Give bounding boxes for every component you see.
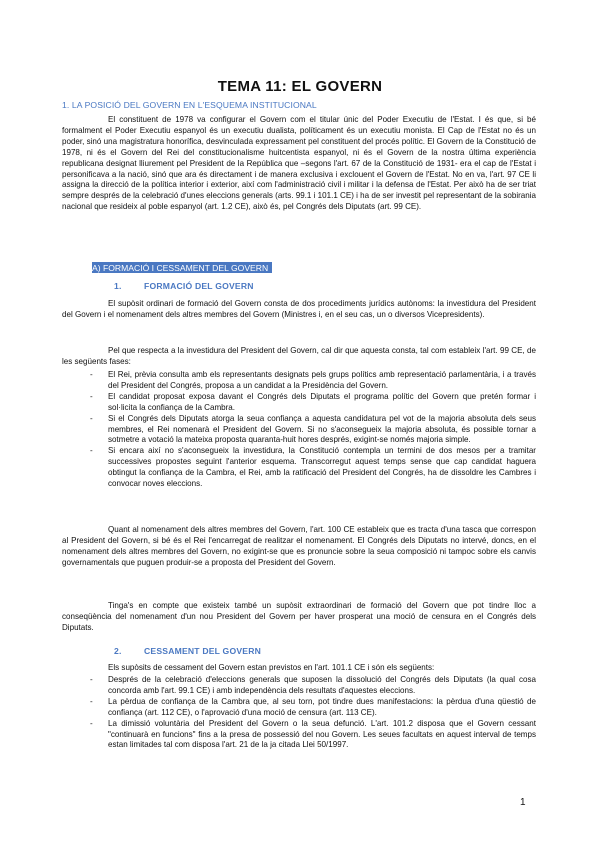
- part-2-heading: [114, 646, 261, 656]
- part-1-paragraph-4: Tinga's en compte que existeix també un supòsit extraordinari de formació del Govern que pot tindre lloc a conseqüència del nomenament d'un nou President del Govern per haver prosperat una moció de censura en el Congrés dels Diputats.: [62, 601, 536, 632]
- list-item: - Si el Congrés dels Diputats atorga la seua confiança a aquesta candidatura pel vot de la majoria absoluta dels seus membres, el Rei nomenarà el President del Govern. Si no s'aconsegueix la majoria absoluta, és possible tornar a sotmetre a votació la mateixa proposta quaranta-huit hores després, exigint-se només majoria simple.: [84, 414, 536, 447]
- section-1-heading: 1. LA POSICIÓ DEL GOVERN EN L'ESQUEMA INSTITUCIONAL: [62, 100, 317, 110]
- part-1-paragraph-3: Quant al nomenament dels altres membres del Govern, l'art. 100 CE estableix que es tracta d'una tasca que correspon al President del Govern, si bé és el Rei l'encarregat de realitzar el nomenament. El Congrés dels Diputats no intervé, doncs, en el nomenament dels altres membres del Govern, no exigint-se que es pronuncie sobre la seua composició ni tampoc sobre els canvis governamentals que puguen produir-se a proposta del President del Govern.: [62, 525, 536, 567]
- document-title: TEMA 11: EL GOVERN: [217, 78, 383, 95]
- list-item: - El Rei, prèvia consulta amb els representants designats pels grups polítics amb representació parlamentària, i a través del President del Congrés, proposa a un candidat a la Presidència del Govern.: [84, 370, 536, 392]
- subsection-a-heading-text: A) FORMACIÓ I CESSAMENT DEL GOVERN: [92, 263, 269, 273]
- section-1-paragraph: El constituent de 1978 va configurar el Govern com el titular únic del Poder Executiu de l'Estat. I és que, si bé formalment el Poder Executiu espanyol és un executiu dualista, políticament és un executiu monista. El Cap de l'Estat no és un poder, sinó una magistratura honorífica, desvinculada expressament pel constituent del procés polític. El Govern de la Constitució de 1978, ni és el Govern del Rei del constitucionalisme huitcentista espanyol, ni és el Govern de la nostra última experiència republicana designat lliurement pel President de la República que –segons l'art. 67 de la Constitució de 1931- era el cap de l'Estat i personificava a la nació, sinó que ara és directament i de manera exclusiva i exclouent el Govern de l'Estat. No en va, l'art. 97 CE li assigna la direcció de la política interior i exterior, així com l'administració civil i militar i la defensa de l'Estat. Per això ha de ser triat sempre després de la celebració d'unes eleccions generals (arts. 99.1 i 101.1 CE) i ha de ser investit pel representant de la sobirania nacional que resideix al poble espanyol (art. 1.2 CE), això és, pel Congrés dels Diputats (art. 99 CE).: [62, 115, 536, 212]
- list-item: - La dimissió voluntària del President del Govern o la seua defunció. L'art. 101.2 disposa que el Govern cessant "continuarà en funcions" fins a la presa de possessió del nou Govern. Les seues facultats en aquest interval de temps estan limitades tal com disposa l'art. 21 de la ja citada Llei 50/1997.: [84, 719, 536, 752]
- dismissal-cases-list: [84, 675, 536, 751]
- part-2-number: 2.: [114, 646, 122, 656]
- subsection-a-heading: [92, 262, 272, 273]
- part-1-paragraph-1: El supòsit ordinari de formació del Govern consta de dos procediments jurídics autònoms: la investidura del President del Govern i el nomenament dels altres membres del Govern (Ministres i, en el seu cas, un o diversos Vicepresidents).: [62, 299, 536, 319]
- part-2-intro: Els supòsits de cessament del Govern estan previstos en l'art. 101.1 CE i són els següents:: [108, 663, 435, 672]
- list-item: - El candidat proposat exposa davant el Congrés dels Diputats el programa polític del Govern que pretén formar i sol·licita la confiança de la Cambra.: [84, 392, 536, 414]
- part-1-heading: [114, 281, 254, 291]
- part-1-paragraph-2: Pel que respecta a la investidura del President del Govern, cal dir que aquesta consta, tal com estableix l'art. 99 CE, de les següents fases:: [62, 346, 536, 366]
- part-1-heading-text: FORMACIÓ DEL GOVERN: [144, 281, 254, 291]
- part-2-heading-text: CESSAMENT DEL GOVERN: [144, 646, 262, 656]
- investiture-phases-list: [84, 370, 536, 490]
- list-item: - Si encara així no s'aconsegueix la investidura, la Constitució contempla un termini de dos mesos per a tramitar successives propostes seguint l'anterior esquema. Transcorregut aquest temps sense que cap candidat haguera obtingut la confiança de la Cambra, el Rei, amb la ratificació del President del Congrés, ha de dissoldre les Cambres i convocar noves eleccions.: [84, 446, 536, 490]
- list-item: - Després de la celebració d'eleccions generals que suposen la dissolució del Congrés dels Diputats (la qual cosa concorda amb l'art. 99.1 CE) i amb independència dels resultats d'aquestes eleccions.: [84, 675, 536, 697]
- page-number: 1: [520, 797, 526, 808]
- part-1-number: 1.: [114, 281, 122, 291]
- list-item: - La pèrdua de confiança de la Cambra que, al seu torn, pot tindre dues manifestacions: la pèrdua d'una qüestió de confiança (art. 112 CE), o l'aprovació d'una moció de censura (art. 113 CE).: [84, 697, 536, 719]
